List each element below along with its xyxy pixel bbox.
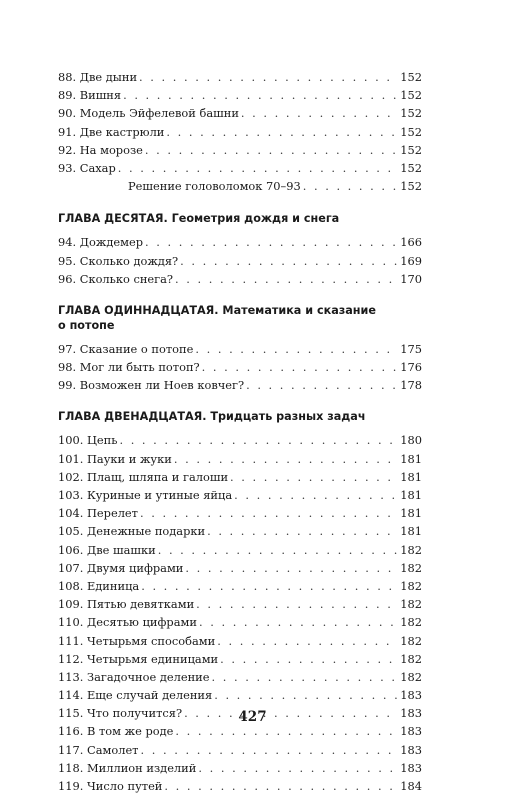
entry-title: 106. Две шашки	[58, 542, 156, 557]
toc-entry	[58, 141, 422, 159]
toc-section	[58, 409, 422, 795]
entry-page-number: 166	[400, 235, 422, 250]
entry-page-number: 152	[400, 179, 422, 194]
entry-page-number: 182	[400, 542, 422, 557]
entry-title: 99. Возможен ли Ноев ковчег?	[58, 378, 245, 393]
chapter-heading	[58, 211, 422, 226]
dot-leader	[212, 668, 399, 686]
toc-section	[58, 303, 422, 395]
entry-title: 89. Вишня	[58, 88, 122, 103]
toc-entry	[58, 486, 422, 504]
entry-page-number: 183	[400, 706, 422, 721]
entry-title: 104. Перелет	[58, 506, 138, 521]
entry-title: 119. Число путей	[58, 779, 163, 793]
toc-entry	[58, 252, 422, 270]
entry-title: 88. Две дыни	[58, 70, 138, 84]
entry-title: 91. Две кастрюли	[58, 124, 165, 139]
chapter-heading-line: ГЛАВА ОДИННАДЦАТАЯ. Математика и сказание	[58, 303, 376, 317]
dot-leader	[195, 340, 398, 358]
toc-entry	[58, 104, 422, 122]
toc-entry	[58, 686, 422, 704]
dot-leader	[246, 376, 398, 394]
entry-title: 114. Еще случай деления	[58, 688, 213, 703]
entry-page-number: 182	[400, 633, 422, 648]
toc-entry	[58, 159, 422, 177]
chapter-heading-line: ГЛАВА ДВЕНАДЦАТАЯ. Тридцать разных задач	[58, 410, 366, 424]
toc-entry	[58, 522, 422, 540]
toc-entry	[58, 68, 422, 86]
dot-leader	[202, 358, 399, 376]
entry-page-number: 176	[400, 360, 422, 375]
entry-page-number: 152	[400, 124, 422, 139]
toc-section	[58, 211, 422, 288]
entry-title: 110. Десятью цифрами	[58, 615, 197, 630]
entry-title: 118. Миллион изделий	[58, 760, 197, 775]
entry-title: 109. Пятью девятками	[58, 597, 195, 612]
toc-entry	[58, 504, 422, 522]
entry-title: Решение головоломок 70–93	[128, 179, 301, 194]
toc-entry	[58, 431, 422, 449]
entry-page-number: 183	[400, 688, 422, 703]
entry-title: 98. Мог ли быть потоп?	[58, 360, 200, 375]
dot-leader	[220, 650, 398, 668]
entry-title: 112. Четырьмя единицами	[58, 651, 219, 666]
entry-title: 94. Дождемер	[58, 235, 143, 250]
toc-entry	[58, 777, 422, 795]
dot-leader	[166, 123, 398, 141]
entry-page-number: 152	[400, 106, 422, 121]
entry-page-number: 182	[400, 669, 422, 684]
dot-leader	[303, 177, 399, 195]
dot-leader	[141, 741, 399, 759]
dot-leader	[141, 577, 398, 595]
entry-page-number: 183	[400, 724, 422, 739]
entry-page-number: 182	[400, 560, 422, 575]
dot-leader	[175, 270, 398, 288]
toc-entry	[58, 741, 422, 759]
toc-entry	[58, 86, 422, 104]
toc-entry	[58, 340, 422, 358]
toc-entry	[58, 468, 422, 486]
page-number: 427	[238, 709, 267, 725]
entry-page-number: 183	[400, 760, 422, 775]
dot-leader	[214, 686, 398, 704]
entry-page-number: 152	[400, 160, 422, 175]
entry-title: 105. Денежные подарки	[58, 524, 206, 539]
dot-leader	[241, 104, 398, 122]
toc-entry	[58, 123, 422, 141]
entry-title: 108. Единица	[58, 578, 140, 593]
entry-page-number: 152	[400, 88, 422, 103]
entry-title: 113. Загадочное деление	[58, 669, 210, 684]
dot-leader	[145, 141, 398, 159]
entry-title: 102. Плащ, шляпа и галоши	[58, 469, 229, 484]
dot-leader	[207, 522, 398, 540]
dot-leader	[175, 722, 398, 740]
toc-entry	[58, 376, 422, 394]
chapter-heading	[58, 303, 422, 333]
toc-entry	[58, 358, 422, 376]
toc-entry	[58, 722, 422, 740]
toc-entry	[58, 595, 422, 613]
entry-title: 115. Что получится?	[58, 706, 183, 721]
dot-leader	[180, 252, 398, 270]
entry-title: 93. Сахар	[58, 160, 116, 175]
entry-title: 103. Куриные и утиные яйца	[58, 488, 233, 502]
dot-leader	[123, 86, 398, 104]
dot-leader	[119, 431, 398, 449]
toc-entry	[58, 450, 422, 468]
dot-leader	[185, 559, 398, 577]
entry-title: 111. Четырьмя способами	[58, 633, 216, 648]
entry-page-number: 152	[400, 70, 422, 84]
entry-page-number: 170	[400, 271, 422, 286]
entry-page-number: 182	[400, 597, 422, 612]
entry-page-number: 180	[400, 433, 422, 448]
dot-leader	[174, 450, 398, 468]
toc-entry	[58, 759, 422, 777]
toc-entry	[58, 233, 422, 251]
entry-title: 90. Модель Эйфелевой башни	[58, 106, 239, 121]
entry-page-number: 181	[400, 488, 422, 502]
entry-page-number: 181	[400, 506, 422, 521]
entry-page-number: 181	[400, 451, 422, 466]
toc-section	[58, 68, 422, 195]
dot-leader	[139, 68, 398, 86]
entry-page-number: 181	[400, 469, 422, 484]
toc-entry	[58, 668, 422, 686]
chapter-heading	[58, 409, 422, 424]
dot-leader	[230, 468, 398, 486]
entry-title: 95. Сколько дождя?	[58, 253, 179, 268]
dot-leader	[198, 759, 398, 777]
dot-leader	[164, 777, 398, 795]
toc-entry	[58, 559, 422, 577]
toc-entry	[58, 177, 422, 195]
entry-title: 97. Сказание о потопе	[58, 341, 194, 356]
entry-page-number: 182	[400, 578, 422, 593]
toc-entry	[58, 613, 422, 631]
dot-leader	[145, 233, 398, 251]
toc-entry	[58, 270, 422, 288]
entry-title: 96. Сколько снега?	[58, 271, 174, 286]
entry-page-number: 182	[400, 651, 422, 666]
toc-entry	[58, 577, 422, 595]
entry-page-number: 181	[400, 524, 422, 539]
table-of-contents	[58, 68, 422, 795]
dot-leader	[158, 541, 399, 559]
toc-entry	[58, 541, 422, 559]
entry-title: 92. На морозе	[58, 142, 143, 157]
entry-page-number: 183	[400, 742, 422, 757]
entry-page-number: 184	[400, 779, 422, 793]
dot-leader	[217, 632, 398, 650]
entry-page-number: 175	[400, 341, 422, 356]
entry-title: 107. Двумя цифрами	[58, 560, 184, 575]
entry-title: 100. Цепь	[58, 433, 118, 448]
entry-title: 117. Самолет	[58, 742, 139, 757]
entry-page-number: 178	[400, 378, 422, 393]
dot-leader	[234, 486, 398, 504]
dot-leader	[199, 613, 398, 631]
dot-leader	[140, 504, 398, 522]
toc-entry	[58, 650, 422, 668]
entry-title: 101. Пауки и жуки	[58, 451, 172, 466]
entry-page-number: 182	[400, 615, 422, 630]
chapter-heading-line: ГЛАВА ДЕСЯТАЯ. Геометрия дождя и снега	[58, 212, 340, 226]
entry-title: 116. В том же роде	[58, 724, 174, 739]
entry-page-number: 152	[400, 142, 422, 157]
entry-page-number: 169	[400, 253, 422, 268]
toc-entry	[58, 632, 422, 650]
chapter-heading-line: о потопе	[58, 318, 115, 332]
dot-leader	[196, 595, 398, 613]
dot-leader	[118, 159, 399, 177]
